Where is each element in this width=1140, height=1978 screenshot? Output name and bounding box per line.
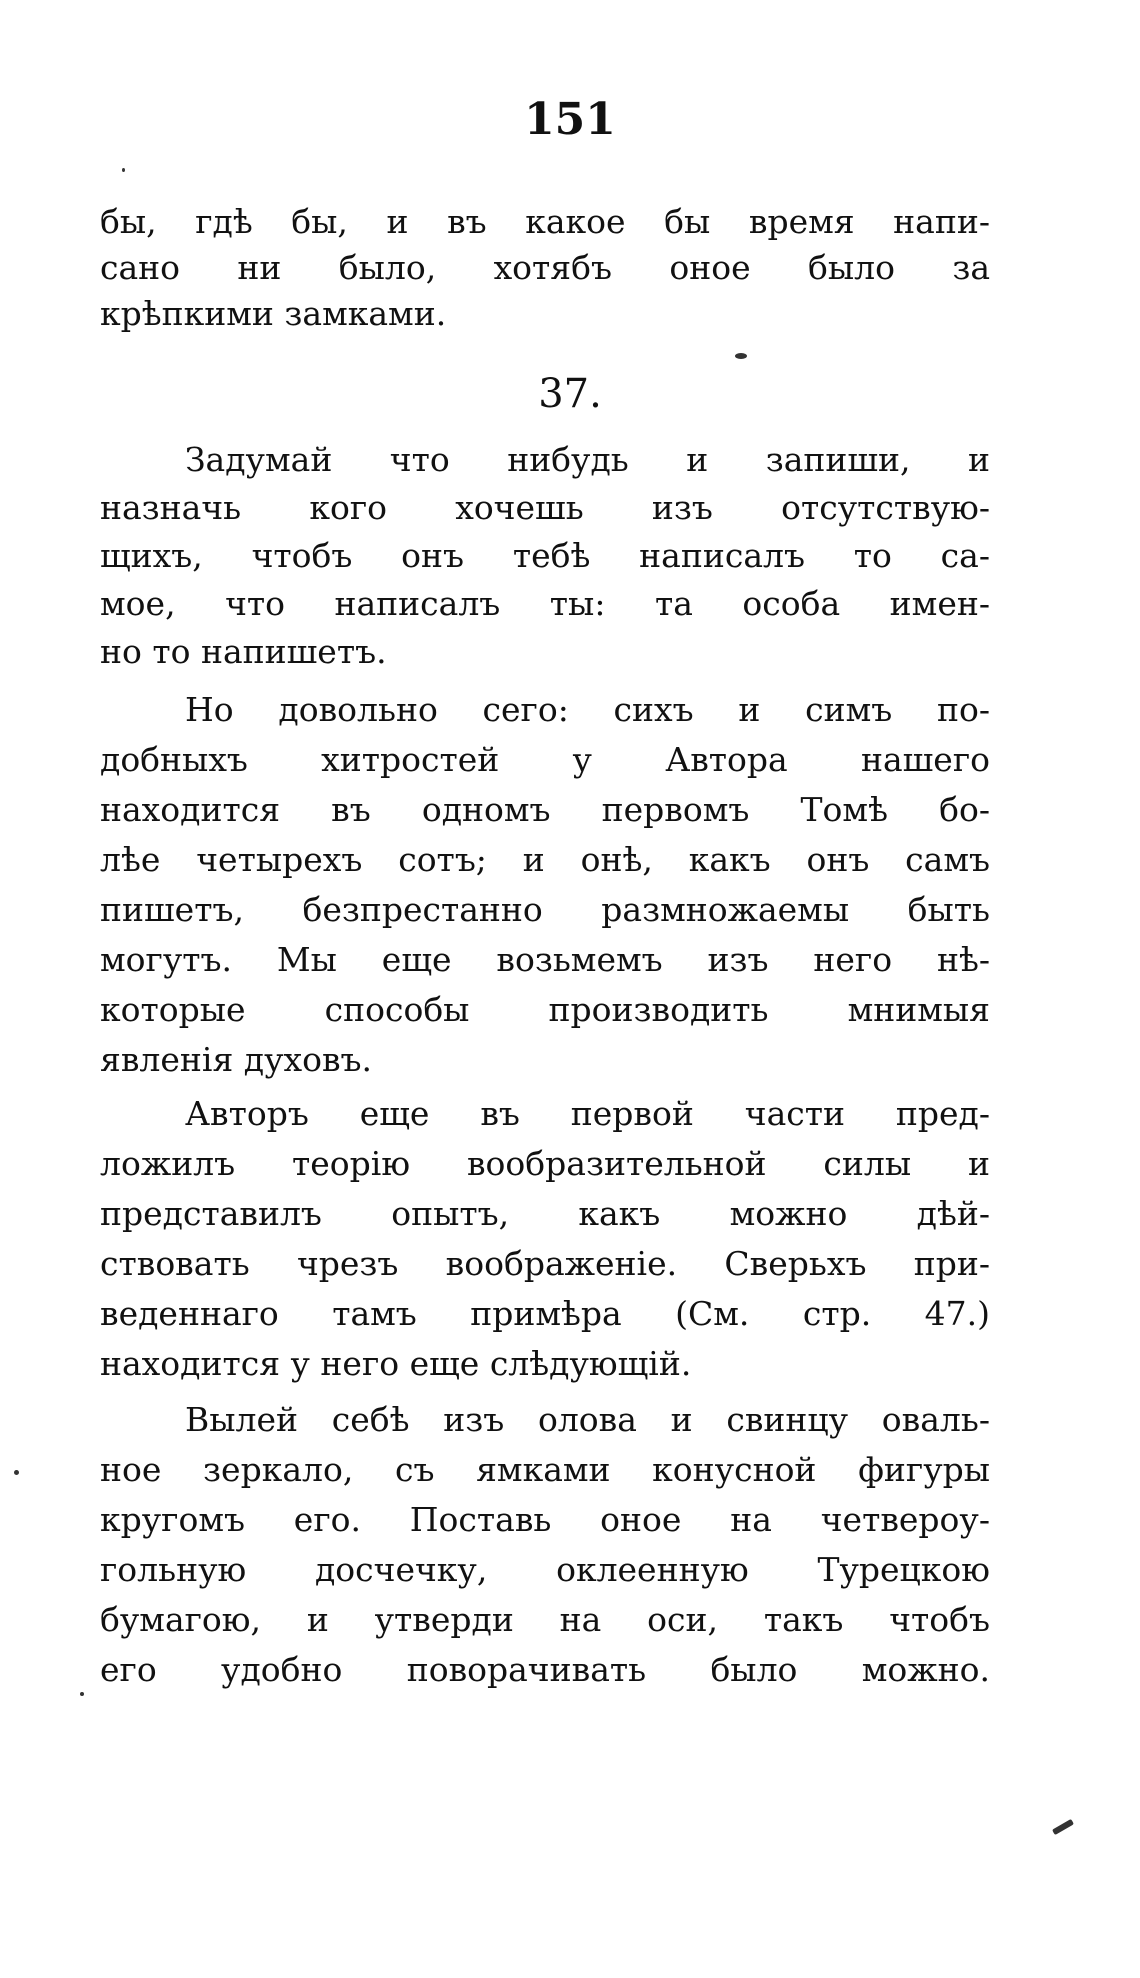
scan-speck (80, 1692, 84, 1696)
text-line: бумагою, и утверди на оси, такъ чтобъ (100, 1600, 990, 1639)
text-line: бы, гдѣ бы, и въ какое бы время напи- (100, 202, 990, 241)
section-number: 37. (538, 371, 602, 417)
scan-speck (14, 1470, 19, 1475)
text-line: но то напишетъ. (100, 632, 387, 671)
text-line: добныхъ хитростей у Автора нашего (100, 740, 990, 779)
text-line: кругомъ его. Поставь оное на четвероу- (100, 1500, 990, 1539)
text-line: гольную досчечку, оклеенную Турецкою (100, 1550, 990, 1589)
text-line: щихъ, чтобъ онъ тебѣ написалъ то са- (100, 536, 990, 575)
text-line: могутъ. Мы еще возьмемъ изъ него нѣ- (100, 940, 990, 979)
text-line: крѣпкими замками. (100, 294, 447, 333)
text-line: ложилъ теорію вообразительной силы и (100, 1144, 990, 1183)
text-line: находится у него еще слѣдующій. (100, 1344, 692, 1383)
text-line: Но довольно сего: сихъ и симъ по- (185, 690, 990, 729)
text-line: назначь кого хочешь изъ отсутствую- (100, 488, 990, 527)
scan-speck (122, 168, 125, 172)
text-line: которые способы производить мнимыя (100, 990, 990, 1029)
text-line: сано ни было, хотябъ оное было за (100, 248, 990, 287)
text-line: Задумай что нибудь и запиши, и (185, 440, 990, 479)
text-line: находится въ одномъ первомъ Томѣ бо- (100, 790, 990, 829)
page-number: 151 (524, 94, 616, 145)
text-line: явленія духовъ. (100, 1040, 373, 1079)
text-line: мое, что написалъ ты: та особа имен- (100, 584, 990, 623)
text-line: ствовать чрезъ воображеніе. Сверьхъ при- (100, 1244, 990, 1283)
text-line: Вылей себѣ изъ олова и свинцу оваль- (185, 1400, 990, 1439)
text-line: Авторъ еще въ первой части пред- (185, 1094, 990, 1133)
text-line: пишетъ, безпрестанно размножаемы быть (100, 890, 990, 929)
text-line: представилъ опытъ, какъ можно дѣй- (100, 1194, 990, 1233)
text-line: его удобно поворачивать было можно. (100, 1650, 990, 1689)
scan-speck (1052, 1819, 1074, 1835)
text-line: ное зеркало, съ ямками конусной фигуры (100, 1450, 990, 1489)
text-line: веденнаго тамъ примѣра (См. стр. 47.) (100, 1294, 990, 1333)
text-line: лѣе четырехъ сотъ; и онѣ, какъ онъ самъ (100, 840, 990, 879)
scan-speck (735, 353, 747, 359)
